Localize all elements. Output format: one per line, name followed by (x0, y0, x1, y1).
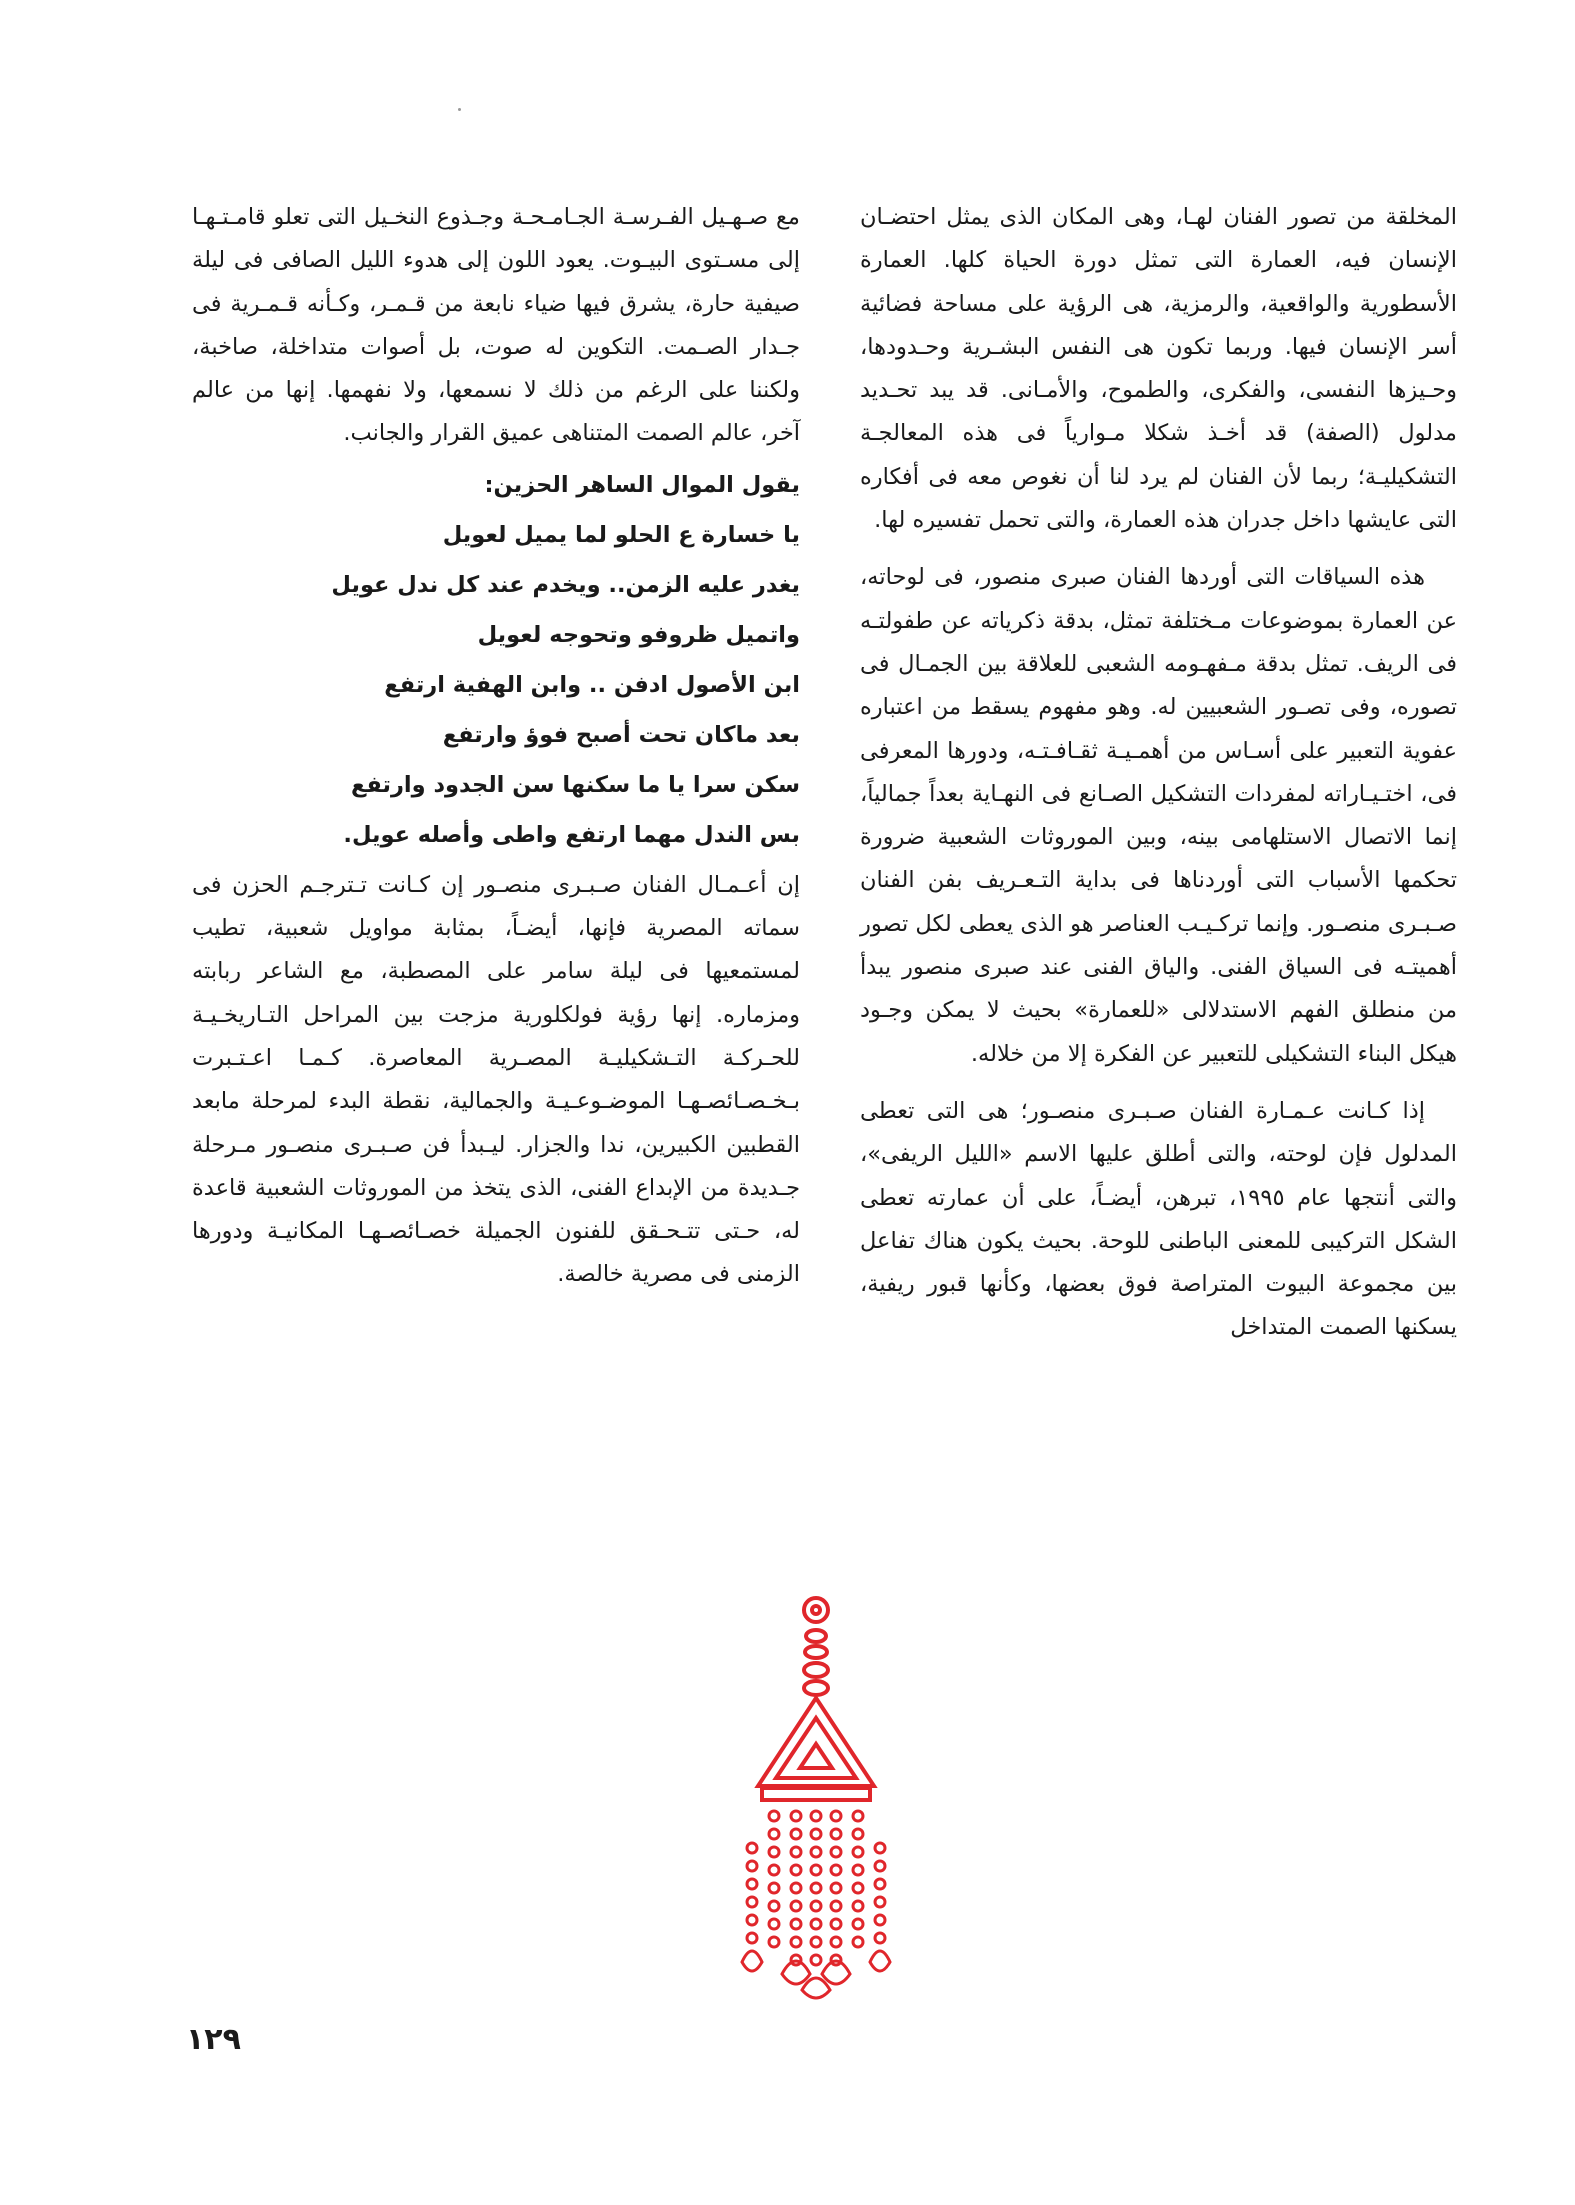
right-text-column (860, 196, 1457, 1350)
poem-line: بعد ماكان تحت أصبح فوؤ وارتفع (442, 721, 800, 748)
poem-intro: يقول الموال الساهر الحزين: (484, 471, 800, 498)
poem-line: ابن الأصول ادفن .. وابن الهفية ارتفع (384, 671, 800, 698)
left-text-column (192, 196, 800, 1297)
scan-speck (458, 108, 461, 111)
poem-line: سكن سرا يا ما سكنها سن الجدود وارتفع (350, 771, 800, 798)
paragraph: إذا كـانت عـمـارة الفنان صـبـرى منصـور؛ هى التى تعطى المدلول فإن لوحته، والتى أطلق عليها الاسم «الليل الريفى»، والتى أنتجها عام ١٩٩٥، تبرهن، أيضـاً، على أن عمارته تعطى الشكل التركيبى للمعنى الباطنى للوحة. بحيث يكون هناك تفاعل بين مجموعة البيوت المتراصة فوق بعضها، وكأنها قبور ريفية، يسكنها الصمت المتداخل (860, 1097, 1457, 1341)
poem-line: يغدر عليه الزمن.. ويخدم عند كل ندل عويل (331, 571, 800, 598)
folk-amulet-pendant-icon (716, 1590, 916, 2010)
folk-poem (192, 460, 800, 860)
poem-line: واتميل ظروفو وتحوجه لعويل (477, 621, 800, 648)
paragraph: المخلقة من تصور الفنان لهـا، وهى المكان الذى يمثل احتضـان الإنسان فيه، العمارة التى تمثل دورة الحياة كلها. العمارة الأسطورية والواقعية، والرمزية، هى الرؤية على مساحة فضائية أسر الإنسان فيها. وربما تكون هى النفس البشـرية وحـدودها، وحـيزها النفسى، والفكرى، والطموح، والأمـانى. قد يبد تحـديد مدلول (الصفة) قد أخـذ شكلا مـوارياً فى هذه المعالجـة التشكيليـة؛ ربما لأن الفنان لم يرد لنا أن نغوص معه فى أفكاره التى عايشها داخل جدران هذه العمارة، والتى تحمل تفسيره لها. (860, 204, 1457, 534)
page-number: ١٢٩ (186, 2022, 241, 2057)
paragraph: إن أعـمـال الفنان صـبـرى منصـور إن كـانت تـترجـم الحزن فى سماته المصرية فإنها، أيضـاً، بمثابة مواويل شعبية، تطيب لمستمعيها فى ليلة سامر على المصطبة، مع الشاعر ربابته ومزماره. إنها رؤية فولكلورية مزجت بين المراحل التـاريخـيـة للحـركـة التـشكيليـة المصـرية المعاصرة. كـمـا اعـتـبرت بـخـصـائصـهـا الموضـوعـيـة والجمالية، نقطة البدء لمرحلة مابعد القطبين الكبيرين، ندا والجزار. ليـبدأ فن صـبـرى منصـور مـرحلة جـديدة من الإبداع الفنى، الذى يتخذ من الموروثات الشعبية قاعدة له، حـتى تتـحـقق للفنون الجميلة خصـائصـهـا المكانيـة ودورها الزمنى فى مصرية خالصة. (192, 871, 800, 1288)
paragraph: هذه السياقات التى أوردها الفنان صبرى منصور، فى لوحاته، عن العمارة بموضوعات مـختلفة تمثل، بدقة ذكرياته عن طفولتـه فى الريف. تمثل بدقة مـفهـومه الشعبى للعلاقة بين الجمـال فى تصوره، وفى تصـور الشعبيين له. وهو مفهوم يسقط من اعتباره عفوية التعبير على أسـاس من أهمـيـة ثقـافـتـه، ودورها المعرفى فى، اختـيـاراته لمفردات التشكيل الصـانع فى النهـاية بعداً جمالياً، إنما الاتصال الاستلهامى بينه، وبين الموروثات الشعبية ضرورة تحكمها الأسباب التى أوردناها فى بداية التـعـريف بفن الفنان صـبـرى منصـور. وإنما تركـيـب العناصر هو الذى يعطى لكل تصور أهميتـه فى السياق الفنى. والياق الفنى عند صبرى منصور يبدأ من منطلق الفهم الاستدلالى «للعمارة» بحيث لا يمكن وجـود هيكل البناء التشكيلى للتعبير عن الفكرة إلا من خلاله. (860, 564, 1457, 1067)
paragraph: مع صـهـيل الفـرسـة الجـامـحـة وجـذوع النخـيل التى تعلو قامـتـهـا إلى مسـتوى البيـوت. يعود اللون إلى هدوء الليل الصافى فى ليلة صيفية حارة، يشرق فيها ضياء نابعة من قـمـر، وكـأنه قـمـرية فى جـدار الصـمت. التكوين له صوت، بل أصوات متداخلة، صاخبة، ولكننا على الرغم من ذلك لا نسمعها، ولا نفهمها. إنها من عالم آخر، عالم الصمت المتناهى عميق القرار والجانب. (192, 204, 800, 447)
poem-line: بس الندل مهما ارتفع واطى وأصله عويل. (343, 821, 800, 848)
poem-line: يا خسارة ع الحلو لما يميل لعويل (442, 521, 800, 548)
